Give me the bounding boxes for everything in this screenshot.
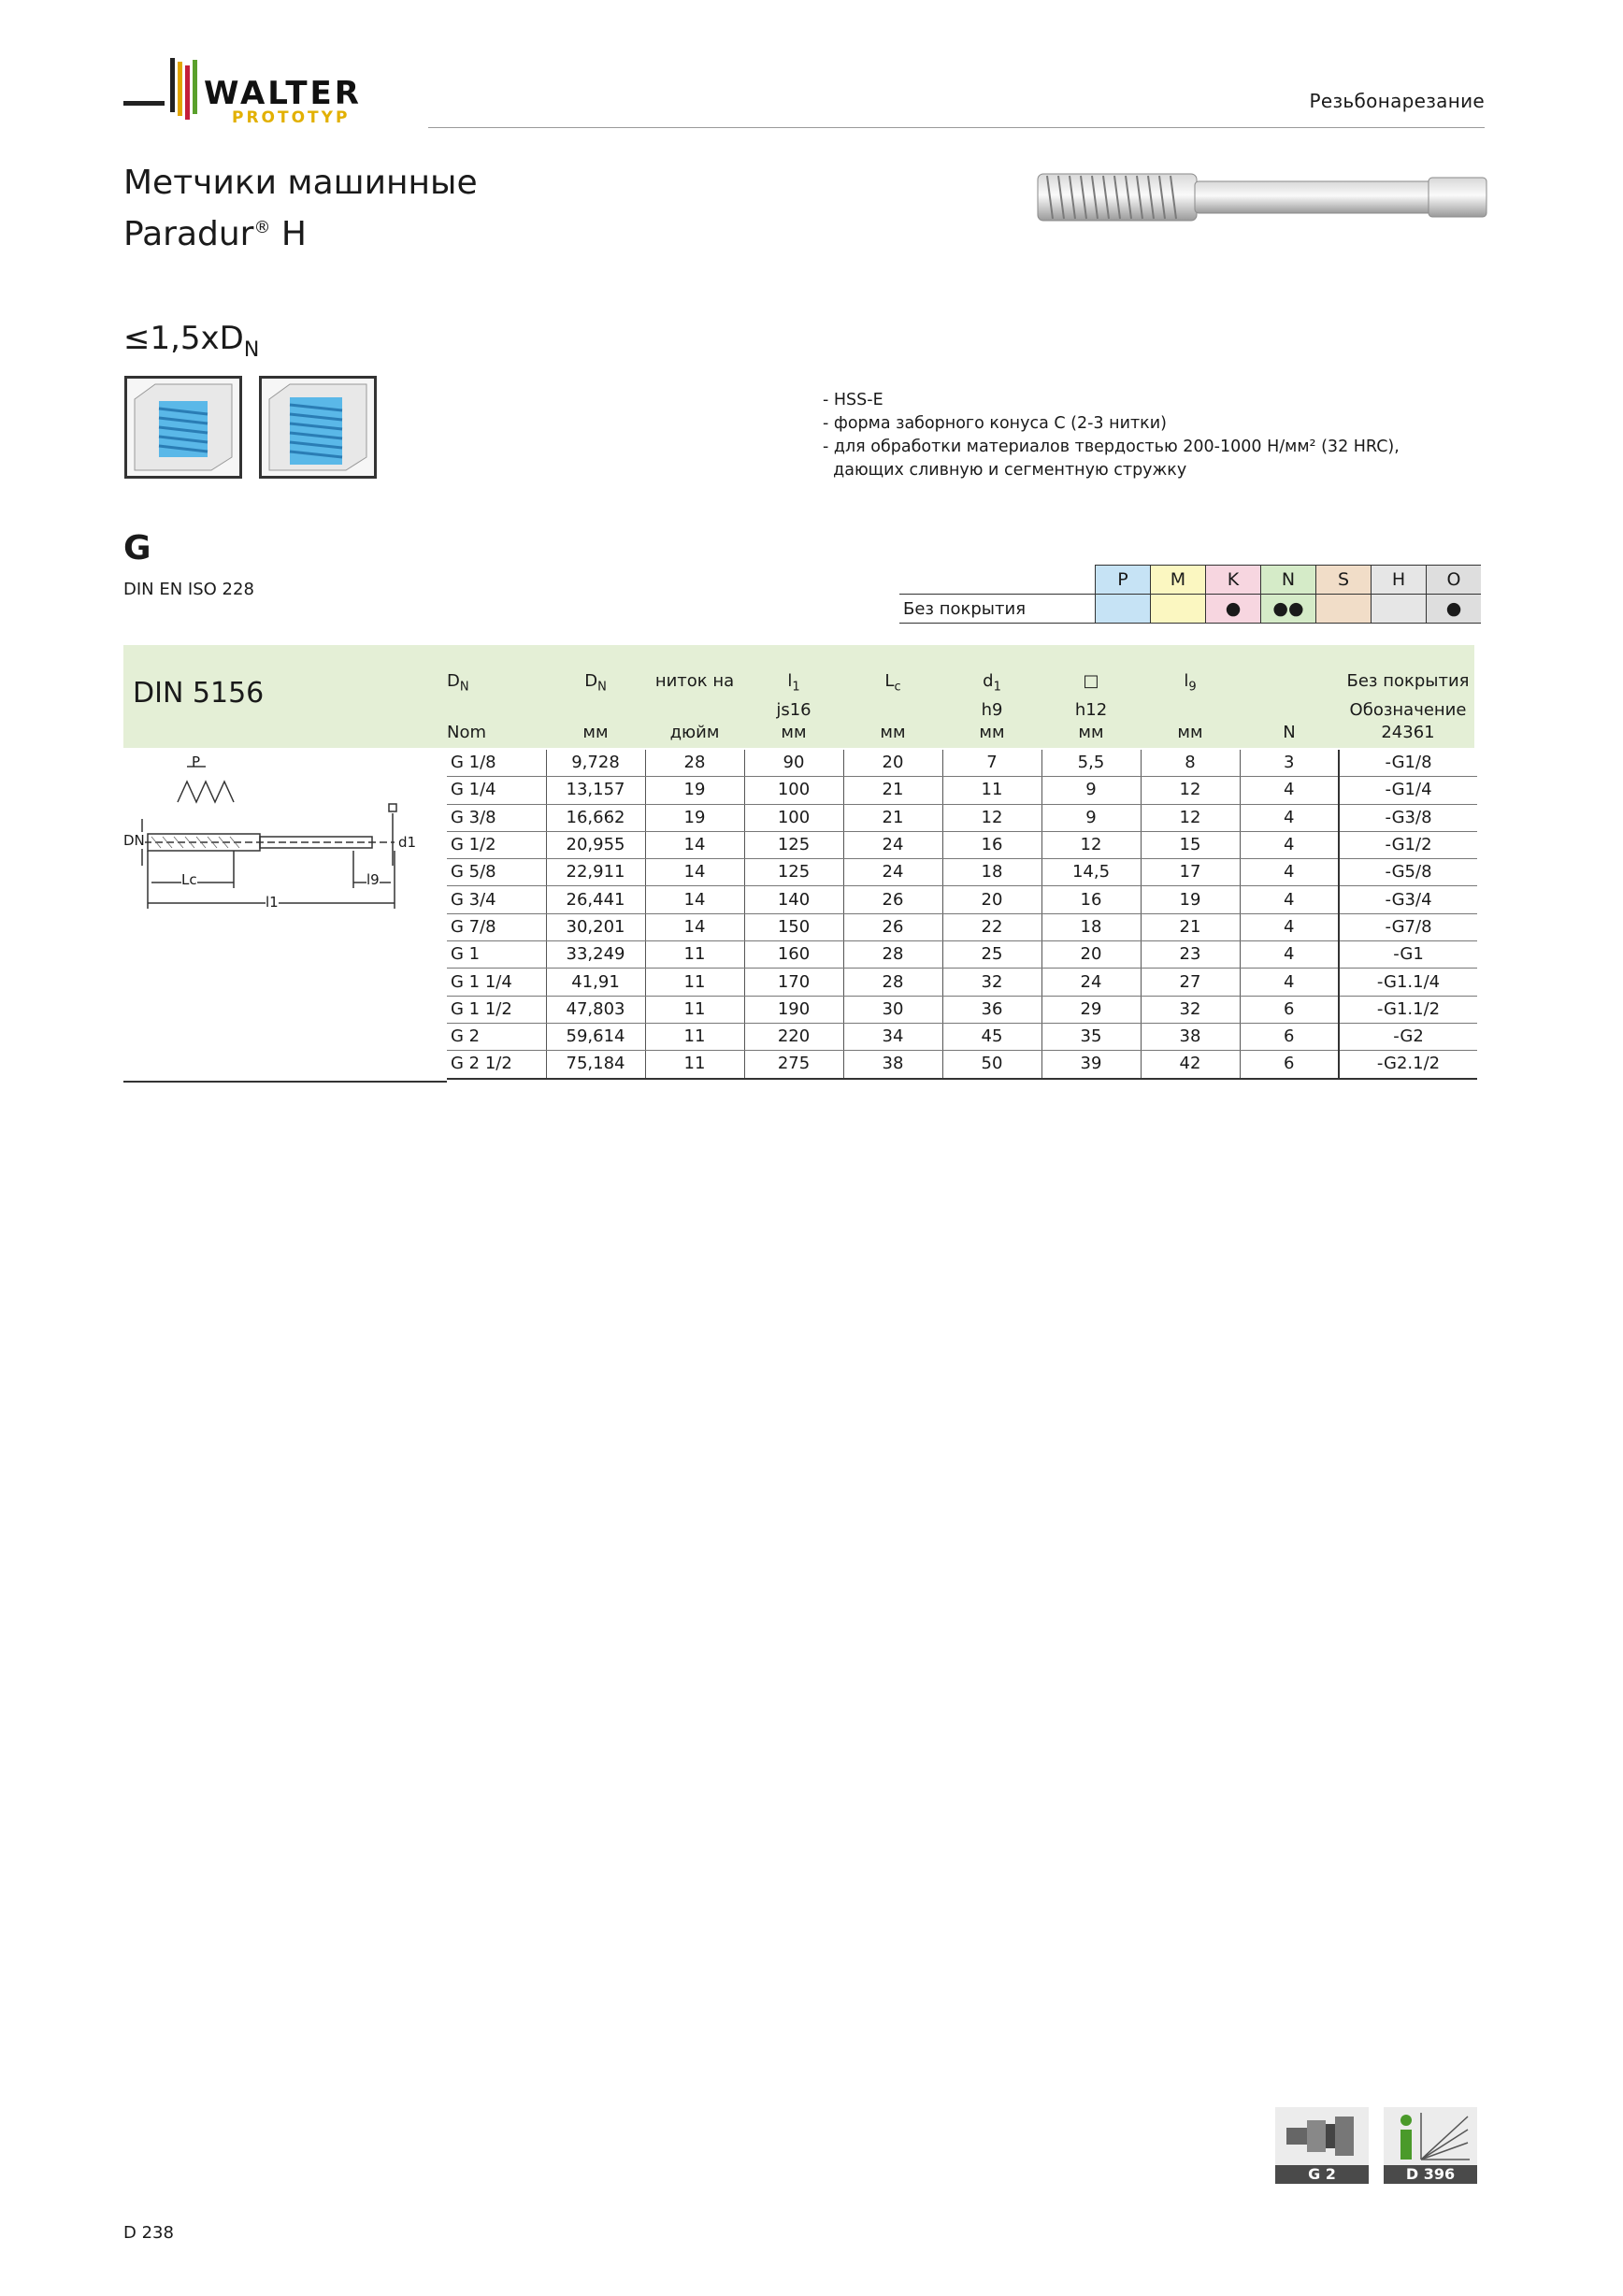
col-threads-per-inch-cell: 14	[645, 831, 744, 858]
col-d1-cell: 18	[942, 859, 1041, 886]
header-subscript: N	[597, 681, 607, 695]
header-rule	[428, 127, 1485, 128]
col-dn-nom-cell: G 2 1/2	[447, 1051, 546, 1079]
header-line	[1339, 670, 1477, 699]
col-lc-cell: 30	[843, 996, 942, 1023]
suitability-s	[1316, 595, 1372, 624]
suitability-h	[1372, 595, 1427, 624]
col-n-cell: 3	[1240, 750, 1339, 777]
header-unit: 24361	[1381, 723, 1435, 742]
header-line	[1141, 670, 1240, 699]
section-label: Резьбонарезание	[1309, 90, 1485, 112]
col-square-cell: 29	[1041, 996, 1141, 1023]
material-n: N	[1261, 566, 1316, 595]
header-tolerance	[1141, 699, 1240, 722]
col-d1-cell: 16	[942, 831, 1041, 858]
table-row	[447, 886, 1477, 913]
drawing-label-p: P	[192, 753, 201, 770]
table-row	[447, 996, 1477, 1023]
table-row	[447, 969, 1477, 996]
blind-hole-icon	[259, 376, 377, 479]
header-tolerance	[1240, 699, 1339, 722]
header-line	[744, 670, 843, 699]
col-l9-cell: 17	[1141, 859, 1240, 886]
table-row	[447, 804, 1477, 831]
suitability-n: ●●	[1261, 595, 1316, 624]
thread-standard: DIN EN ISO 228	[123, 580, 254, 599]
col-n-cell: 6	[1240, 1023, 1339, 1050]
col-n-cell: 4	[1240, 777, 1339, 804]
col-threads-per-inch-cell: 14	[645, 859, 744, 886]
col-square-cell: 9	[1041, 777, 1141, 804]
col-l9-cell: 38	[1141, 1023, 1240, 1050]
material-table	[899, 565, 1481, 624]
suitability-p	[1096, 595, 1151, 624]
chuck-icon	[1275, 2107, 1369, 2165]
header-tolerance: h9	[981, 700, 1003, 720]
col-lc-cell: 28	[843, 941, 942, 969]
col-l9-cell: 21	[1141, 913, 1240, 940]
col-dn-nom-cell: G 7/8	[447, 913, 546, 940]
material-m: M	[1151, 566, 1206, 595]
col-lc-cell: 21	[843, 804, 942, 831]
header-unit: мм	[1078, 723, 1104, 742]
col-threads-per-inch-header	[645, 660, 744, 750]
col-l1-cell: 220	[744, 1023, 843, 1050]
header-unit: дюйм	[669, 723, 720, 742]
col-threads-per-inch-cell: 11	[645, 1051, 744, 1079]
din-title: DIN 5156	[133, 677, 265, 710]
col-designation-cell: -G1.1/4	[1339, 969, 1477, 996]
reference-box-d396[interactable]	[1384, 2107, 1477, 2184]
depth-indicator	[123, 320, 259, 362]
col-square-cell: 14,5	[1041, 859, 1141, 886]
col-n-header	[1240, 660, 1339, 750]
col-designation-cell: -G1.1/2	[1339, 996, 1477, 1023]
col-threads-per-inch-cell: 14	[645, 913, 744, 940]
logo-brand-text: WALTER	[204, 75, 362, 112]
table-body	[447, 750, 1477, 1079]
col-n-cell: 4	[1240, 913, 1339, 940]
col-designation-cell: -G3/4	[1339, 886, 1477, 913]
col-l1-cell: 150	[744, 913, 843, 940]
col-threads-per-inch-cell: 11	[645, 969, 744, 996]
header-unit: мм	[781, 723, 807, 742]
col-d1-cell: 32	[942, 969, 1041, 996]
col-n-cell: 4	[1240, 969, 1339, 996]
col-designation-cell: -G1/4	[1339, 777, 1477, 804]
header-unit: мм	[880, 723, 906, 742]
col-d1-cell: 11	[942, 777, 1041, 804]
col-d1-cell: 20	[942, 886, 1041, 913]
product-suffix: H	[270, 215, 307, 253]
reference-box-g2[interactable]	[1275, 2107, 1369, 2184]
col-dn-nom-cell: G 2	[447, 1023, 546, 1050]
col-threads-per-inch-cell: 28	[645, 750, 744, 777]
col-lc-cell: 24	[843, 859, 942, 886]
feature-item: - для обработки материалов твердостью 200-1000 Н/мм² (32 HRC),	[823, 438, 1400, 456]
col-threads-per-inch-cell: 19	[645, 804, 744, 831]
col-dn-nom-cell: G 1/8	[447, 750, 546, 777]
col-n-cell: 4	[1240, 831, 1339, 858]
header-tolerance	[447, 699, 546, 722]
col-lc-cell: 38	[843, 1051, 942, 1079]
col-l1-cell: 140	[744, 886, 843, 913]
col-d1-cell: 36	[942, 996, 1041, 1023]
col-dn-nom-cell: G 1/4	[447, 777, 546, 804]
drawing-label-l1: l1	[266, 894, 279, 911]
table-row	[447, 777, 1477, 804]
table-row	[447, 941, 1477, 969]
col-lc-cell: 34	[843, 1023, 942, 1050]
material-value-row	[899, 595, 1481, 624]
col-l1-cell: 170	[744, 969, 843, 996]
col-threads-per-inch-cell: 11	[645, 996, 744, 1023]
tap-technical-drawing	[123, 748, 447, 918]
col-designation-cell: -G1	[1339, 941, 1477, 969]
drawing-label-d1: d1	[398, 834, 417, 851]
header-subscript: 9	[1188, 681, 1197, 695]
col-square-cell: 18	[1041, 913, 1141, 940]
table-bottom-rule	[123, 1081, 447, 1083]
page-number: D 238	[123, 2223, 174, 2243]
col-dn-nom-cell: G 1 1/4	[447, 969, 546, 996]
col-lc-header	[843, 660, 942, 750]
col-dn-mm-cell: 22,911	[546, 859, 645, 886]
header-line	[1041, 670, 1141, 699]
reference-label-d396: D 396	[1384, 2165, 1477, 2184]
reference-label-g2: G 2	[1275, 2165, 1369, 2184]
suitability-m	[1151, 595, 1206, 624]
col-l9-cell: 15	[1141, 831, 1240, 858]
feature-item: - HSS-E	[823, 391, 883, 409]
header-symbol: l	[787, 671, 793, 692]
col-l1-cell: 90	[744, 750, 843, 777]
table-row	[447, 1051, 1477, 1079]
header-symbol: D	[447, 671, 460, 692]
col-square-header	[1041, 660, 1141, 750]
col-lc-cell: 26	[843, 913, 942, 940]
header-subscript: N	[459, 681, 469, 695]
col-dn-nom-cell: G 1 1/2	[447, 996, 546, 1023]
col-d1-cell: 12	[942, 804, 1041, 831]
table-row	[447, 750, 1477, 777]
col-threads-per-inch-cell: 11	[645, 1023, 744, 1050]
col-dn-mm-cell: 41,91	[546, 969, 645, 996]
col-square-cell: 35	[1041, 1023, 1141, 1050]
col-l9-cell: 32	[1141, 996, 1240, 1023]
material-o: O	[1427, 566, 1482, 595]
col-designation-cell: -G1/8	[1339, 750, 1477, 777]
col-d1-cell: 25	[942, 941, 1041, 969]
col-l1-cell: 160	[744, 941, 843, 969]
header-line	[942, 670, 1041, 699]
feature-item: - форма заборного конуса С (2-3 нитки)	[823, 414, 1167, 433]
col-d1-cell: 22	[942, 913, 1041, 940]
col-lc-cell: 28	[843, 969, 942, 996]
material-p: P	[1096, 566, 1151, 595]
col-d1-cell: 45	[942, 1023, 1041, 1050]
coating-label: Без покрытия	[899, 595, 1096, 624]
header-symbol: ниток на	[654, 671, 735, 692]
col-dn-nom-cell: G 1/2	[447, 831, 546, 858]
col-l9-cell: 42	[1141, 1051, 1240, 1079]
col-dn-nom-cell: G 1	[447, 941, 546, 969]
tap-dimension-table	[447, 660, 1477, 1080]
col-dn-mm-header	[546, 660, 645, 750]
col-l1-header	[744, 660, 843, 750]
header-subscript: 1	[993, 681, 1001, 695]
col-l9-cell: 12	[1141, 804, 1240, 831]
col-dn-mm-cell: 47,803	[546, 996, 645, 1023]
col-dn-mm-cell: 26,441	[546, 886, 645, 913]
col-lc-cell: 20	[843, 750, 942, 777]
col-threads-per-inch-cell: 11	[645, 941, 744, 969]
col-threads-per-inch-cell: 14	[645, 886, 744, 913]
suitability-k: ●	[1206, 595, 1261, 624]
header-tolerance	[843, 699, 942, 722]
col-lc-cell: 21	[843, 777, 942, 804]
col-l9-cell: 27	[1141, 969, 1240, 996]
col-d1-header	[942, 660, 1041, 750]
header-line	[645, 670, 744, 699]
col-square-cell: 24	[1041, 969, 1141, 996]
col-l1-cell: 190	[744, 996, 843, 1023]
col-designation-cell: -G5/8	[1339, 859, 1477, 886]
header-symbol: d	[983, 671, 994, 692]
table-row	[447, 1023, 1477, 1050]
header-unit: мм	[582, 723, 609, 742]
col-designation-cell: -G1/2	[1339, 831, 1477, 858]
header-unit: мм	[979, 723, 1005, 742]
header-symbol: □	[1083, 671, 1099, 692]
title-line2	[123, 206, 478, 257]
header-line	[546, 670, 645, 699]
material-h: H	[1372, 566, 1427, 595]
depth-sub: N	[243, 337, 260, 362]
col-dn-mm-cell: 13,157	[546, 777, 645, 804]
suitability-o: ●	[1427, 595, 1482, 624]
col-dn-mm-cell: 59,614	[546, 1023, 645, 1050]
material-s: S	[1316, 566, 1372, 595]
info-chart-icon	[1384, 2107, 1477, 2165]
material-k: K	[1206, 566, 1261, 595]
header-subscript: 1	[792, 681, 800, 695]
table-row	[447, 913, 1477, 940]
col-n-cell: 6	[1240, 996, 1339, 1023]
material-header-row	[899, 566, 1481, 595]
col-l1-cell: 100	[744, 804, 843, 831]
feature-item: дающих сливную и сегментную стружку	[823, 461, 1187, 480]
col-n-cell: 4	[1240, 859, 1339, 886]
tap-product-image	[1036, 161, 1488, 234]
header-symbol: L	[884, 671, 895, 692]
registered-mark: ®	[253, 218, 271, 237]
table-header-row	[447, 660, 1477, 750]
col-dn-nom-header	[447, 660, 546, 750]
col-l9-cell: 12	[1141, 777, 1240, 804]
logo-line-left	[123, 101, 165, 106]
drawing-label-dn: DN	[123, 832, 145, 849]
col-square-cell: 12	[1041, 831, 1141, 858]
col-d1-cell: 50	[942, 1051, 1041, 1079]
header-tolerance	[546, 699, 645, 722]
col-designation-cell: -G2.1/2	[1339, 1051, 1477, 1079]
col-d1-cell: 7	[942, 750, 1041, 777]
header-tolerance	[645, 699, 744, 722]
col-n-cell: 4	[1240, 804, 1339, 831]
col-square-cell: 5,5	[1041, 750, 1141, 777]
col-l1-cell: 125	[744, 859, 843, 886]
header-symbol: D	[584, 671, 598, 692]
col-square-cell: 16	[1041, 886, 1141, 913]
col-designation-header	[1339, 660, 1477, 750]
header-line	[843, 670, 942, 699]
table-row	[447, 859, 1477, 886]
depth-prefix: ≤1,5xD	[123, 320, 244, 357]
col-dn-nom-cell: G 3/4	[447, 886, 546, 913]
header-unit: мм	[1177, 723, 1203, 742]
header-tolerance: Обозначение	[1349, 700, 1467, 720]
table-row	[447, 831, 1477, 858]
through-hole-icon	[124, 376, 242, 479]
header-symbol: l	[1184, 671, 1189, 692]
col-l1-cell: 275	[744, 1051, 843, 1079]
logo-subbrand-text: PROTOTYP	[232, 108, 351, 127]
product-name: Paradur	[123, 215, 254, 253]
col-dn-mm-cell: 30,201	[546, 913, 645, 940]
col-dn-mm-cell: 16,662	[546, 804, 645, 831]
col-dn-mm-cell: 75,184	[546, 1051, 645, 1079]
col-designation-cell: -G3/8	[1339, 804, 1477, 831]
col-l9-cell: 23	[1141, 941, 1240, 969]
col-lc-cell: 24	[843, 831, 942, 858]
col-designation-cell: -G2	[1339, 1023, 1477, 1050]
header-symbol: Без покрытия	[1346, 671, 1470, 692]
col-n-cell: 6	[1240, 1051, 1339, 1079]
col-l9-cell: 8	[1141, 750, 1240, 777]
title-line1: Метчики машинные	[123, 164, 478, 202]
walter-prototyp-logo	[123, 58, 404, 133]
drawing-label-l9: l9	[366, 871, 380, 888]
col-l9-header	[1141, 660, 1240, 750]
drawing-label-lc: Lc	[181, 871, 197, 888]
header-line	[447, 670, 546, 699]
col-l1-cell: 100	[744, 777, 843, 804]
col-lc-cell: 26	[843, 886, 942, 913]
header-unit: Nom	[447, 723, 487, 742]
header-tolerance: js16	[776, 700, 812, 720]
col-square-cell: 20	[1041, 941, 1141, 969]
col-n-cell: 4	[1240, 941, 1339, 969]
col-dn-nom-cell: G 5/8	[447, 859, 546, 886]
col-square-cell: 39	[1041, 1051, 1141, 1079]
header-tolerance: h12	[1074, 700, 1108, 720]
col-square-cell: 9	[1041, 804, 1141, 831]
col-dn-mm-cell: 20,955	[546, 831, 645, 858]
header-subscript: c	[894, 681, 901, 695]
header-unit: N	[1283, 723, 1296, 742]
col-dn-nom-cell: G 3/8	[447, 804, 546, 831]
col-l1-cell: 125	[744, 831, 843, 858]
col-dn-mm-cell: 33,249	[546, 941, 645, 969]
feature-list	[823, 389, 1400, 482]
col-n-cell: 4	[1240, 886, 1339, 913]
col-dn-mm-cell: 9,728	[546, 750, 645, 777]
col-designation-cell: -G7/8	[1339, 913, 1477, 940]
thread-type: G	[123, 529, 151, 567]
page-title	[123, 161, 478, 257]
col-l9-cell: 19	[1141, 886, 1240, 913]
col-threads-per-inch-cell: 19	[645, 777, 744, 804]
